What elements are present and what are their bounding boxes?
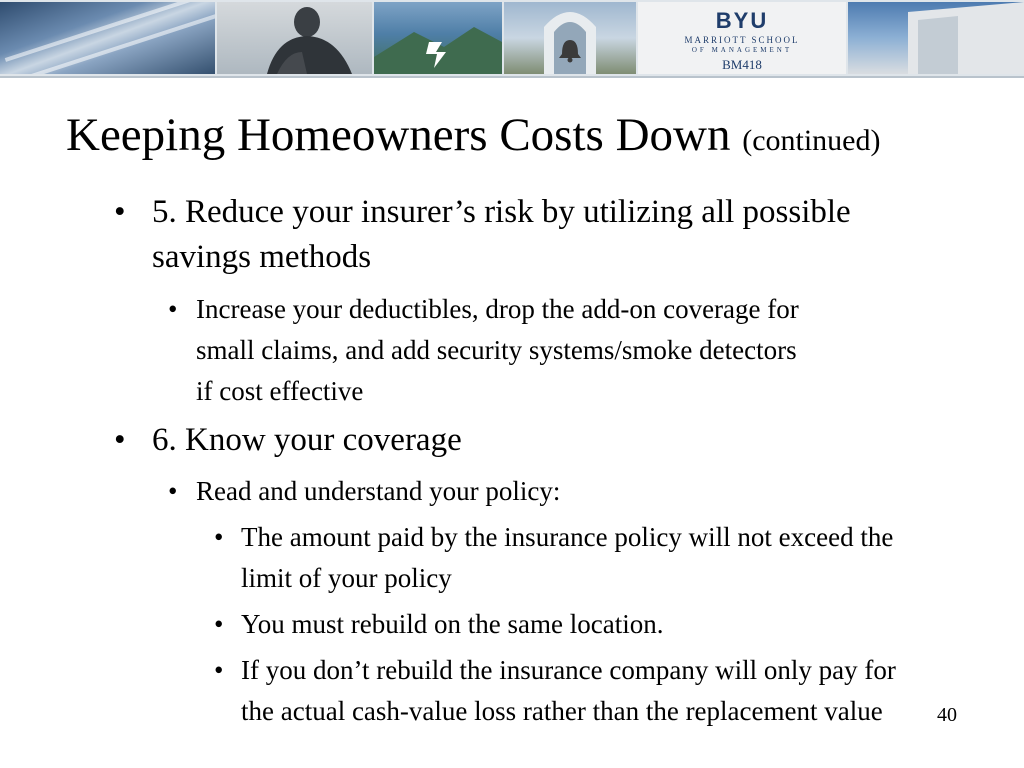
bullet-item [214, 517, 901, 599]
banner-photo-statue [217, 2, 372, 74]
logo-management-text: OF MANAGEMENT [691, 46, 793, 54]
bullet-item [214, 604, 901, 645]
mountain-y-illustration [374, 2, 502, 74]
bullet-text: If you don’t rebuild the insurance company will only pay for the actual cash-value loss rather than the replacement value [241, 655, 896, 726]
bullet-item [114, 190, 892, 280]
slide-title-suffix: (continued) [742, 124, 881, 157]
bullet-marker: • [214, 655, 224, 685]
bullet-text: 5. Reduce your insurer’s risk by utilizing all possible savings methods [152, 194, 851, 275]
bullet-text: The amount paid by the insurance policy will not exceed the limit of your policy [241, 522, 894, 593]
bullet-marker: • [114, 422, 126, 458]
bullet-item [168, 289, 816, 412]
bullet-text: You must rebuild on the same location. [241, 609, 664, 639]
bullet-text: Increase your deductibles, drop the add-on coverage for small claims, and add security systems/smoke detectors if cost effective [196, 294, 799, 406]
bullet-marker: • [214, 522, 224, 552]
course-code: BM418 [722, 57, 762, 72]
banner-photo-building [0, 2, 215, 74]
banner-photo-bell [504, 2, 636, 74]
byu-marriott-logo [638, 2, 846, 74]
bullet-text: Read and understand your policy: [196, 476, 561, 506]
banner-photo-glass-building [848, 2, 1024, 74]
slide-title [66, 108, 880, 162]
slide-title-main: Keeping Homeowners Costs Down [66, 109, 731, 161]
banner-stripe [5, 2, 215, 62]
bullet-marker: • [168, 294, 178, 324]
bullet-item [114, 418, 892, 463]
glass-building-illustration [848, 2, 1024, 74]
bell-tower-illustration [504, 2, 636, 74]
statue-illustration [217, 2, 372, 74]
bullet-marker: • [168, 476, 178, 506]
bullet-marker: • [114, 194, 126, 230]
page-number: 40 [937, 704, 957, 726]
banner-photo-mountain-y [374, 2, 502, 74]
bullet-item [214, 650, 901, 732]
header-banner [0, 0, 1024, 78]
bullet-text: 6. Know your coverage [152, 422, 462, 458]
bullet-marker: • [214, 609, 224, 639]
logo-school-text: MARRIOTT SCHOOL [684, 35, 800, 45]
bullet-item [168, 471, 816, 512]
logo-byu-text: BYU [715, 8, 769, 33]
